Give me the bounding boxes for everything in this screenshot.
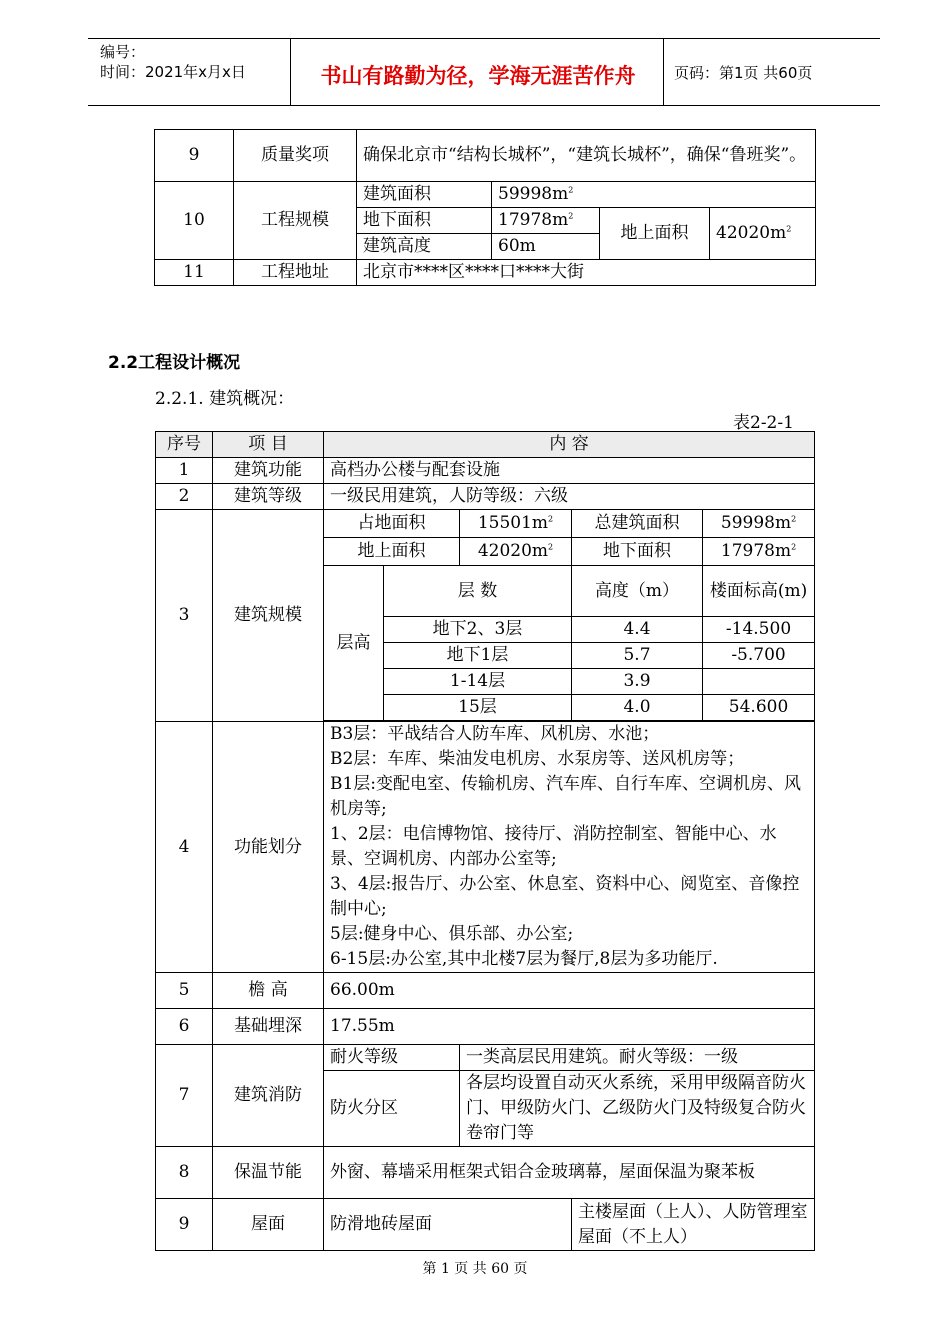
table-row <box>156 484 815 510</box>
row-number: 6 <box>156 1009 213 1045</box>
function-line: 3、4层:报告厅、办公室、休息室、资料中心、阅览室、音像控制中心; <box>330 874 800 919</box>
header-number: 序号 <box>156 432 213 458</box>
cell-value: 地下2、3层 <box>384 617 572 643</box>
row-item: 檐 高 <box>213 973 324 1009</box>
row-number: 1 <box>156 458 213 484</box>
header-page-number: 页码：第1页 共60页 <box>674 64 813 82</box>
function-line: B2层：车库、柴油发电机房、水泵房等、送风机房等； <box>330 749 745 769</box>
cell-value: 4.4 <box>572 617 703 643</box>
cell-value: 54.600 <box>703 695 815 721</box>
cell-label: 耐火等级 <box>324 1045 460 1071</box>
function-line: 1、2层：电信博物馆、接待厅、消防控制室、智能中心、水景、空调机房、内部办公室等; <box>330 824 777 869</box>
cell-label: 建筑面积 <box>357 182 492 208</box>
row-content: 一级民用建筑，人防等级：六级 <box>324 484 815 510</box>
table-row <box>156 458 815 484</box>
cell-label: 地上面积 <box>600 208 710 260</box>
function-line: 5层:健身中心、俱乐部、办公室; <box>330 924 574 944</box>
row-number: 9 <box>156 1199 213 1251</box>
building-overview-table <box>155 431 815 1251</box>
row-item: 建筑等级 <box>213 484 324 510</box>
row-item: 保温节能 <box>213 1147 324 1199</box>
cell-value: $17978m^2$ <box>492 208 600 234</box>
table-row <box>155 182 816 208</box>
cell-value: 一类高层民用建筑。耐火等级：一级 <box>460 1045 815 1071</box>
row-item: 屋面 <box>213 1199 324 1251</box>
cell-value: $15501m^2$ <box>460 510 572 538</box>
cell-value: 15层 <box>384 695 572 721</box>
table-label: 表2-2-1 <box>733 413 794 433</box>
cell-label: 占地面积 <box>324 510 460 538</box>
header-motto: 书山有路勤为径，学海无涯苦作舟 <box>320 64 636 88</box>
table-row <box>156 510 815 538</box>
row-number: 10 <box>155 182 234 260</box>
header-item: 项 目 <box>213 432 324 458</box>
row-number: 7 <box>156 1045 213 1147</box>
row-content: 高档办公楼与配套设施 <box>324 458 815 484</box>
row-number: 11 <box>155 260 234 286</box>
cell-value: 5.7 <box>572 643 703 669</box>
row-content <box>324 722 815 973</box>
cell-value: $17978m^2$ <box>703 538 815 566</box>
header-meta <box>100 42 246 82</box>
cell-label: 地上面积 <box>324 538 460 566</box>
row-content: 外窗、幕墙采用框架式铝合金玻璃幕，屋面保温为聚苯板 <box>324 1147 815 1199</box>
row-number: 5 <box>156 973 213 1009</box>
table-row <box>156 973 815 1009</box>
cell-label: 地下面积 <box>572 538 703 566</box>
page-footer: 第 1 页 共 60 页 <box>422 1261 528 1277</box>
row-content: 66.00m <box>324 973 815 1009</box>
cell-value: 1-14层 <box>384 669 572 695</box>
row-item: 功能划分 <box>213 722 324 973</box>
header-time: 时间：2021年x月x日 <box>100 63 246 81</box>
header-number: 编号： <box>100 43 146 61</box>
cell-value: 地下1层 <box>384 643 572 669</box>
row-number: 9 <box>155 130 234 182</box>
row-item: 基础埋深 <box>213 1009 324 1045</box>
row-content: 确保北京市“结构长城杯”，“建筑长城杯”，确保“鲁班奖”。 <box>357 130 816 182</box>
cell-label: 总建筑面积 <box>572 510 703 538</box>
table-row <box>156 1009 815 1045</box>
cell-value: -14.500 <box>703 617 815 643</box>
table-row <box>156 722 815 973</box>
cell-value: $59998m^2$ <box>492 182 816 208</box>
cell-label: 防火分区 <box>324 1071 460 1147</box>
function-line: B3层：平战结合人防车库、风机房、水池； <box>330 724 660 744</box>
column-header: 高度（m） <box>572 566 703 617</box>
cell-value <box>703 669 815 695</box>
function-line: 6-15层:办公室,其中北楼7层为餐厅,8层为多功能厅. <box>330 949 718 969</box>
cell-label: 建筑高度 <box>357 234 492 260</box>
row-number: 3 <box>156 510 213 722</box>
row-content: 北京市****区****口****大街 <box>357 260 816 286</box>
section-title: 2.2工程设计概况 <box>108 353 241 373</box>
cell-value: 3.9 <box>572 669 703 695</box>
row-number: 4 <box>156 722 213 973</box>
cell-value: 4.0 <box>572 695 703 721</box>
row-number: 2 <box>156 484 213 510</box>
cell-value: $42020m^2$ <box>460 538 572 566</box>
project-overview-table <box>154 129 816 286</box>
row-item: 建筑功能 <box>213 458 324 484</box>
cell-label: 地下面积 <box>357 208 492 234</box>
row-item: 质量奖项 <box>234 130 357 182</box>
table-row <box>155 130 816 182</box>
row-item: 建筑规模 <box>213 510 324 722</box>
row-item: 工程规模 <box>234 182 357 260</box>
row-number: 8 <box>156 1147 213 1199</box>
cell-label: 层高 <box>324 566 384 721</box>
function-line: B1层:变配电室、传输机房、汽车库、自行车库、空调机房、风机房等; <box>330 774 802 819</box>
column-header: 层 数 <box>384 566 572 617</box>
cell-value: 主楼屋面（上人）、人防管理室屋面（不上人） <box>572 1199 815 1251</box>
table-row <box>156 1147 815 1199</box>
row-content: 17.55m <box>324 1009 815 1045</box>
table-row <box>155 260 816 286</box>
table-row <box>156 1199 815 1251</box>
subsection-title: 2.2.1. 建筑概况： <box>155 389 295 409</box>
table-header-row <box>156 432 815 458</box>
table-row <box>156 1045 815 1071</box>
cell-value: $59998m^2$ <box>703 510 815 538</box>
column-header: 楼面标高(m) <box>703 566 815 617</box>
page-header <box>88 38 880 106</box>
cell-value: 各层均设置自动灭火系统，采用甲级隔音防火门、甲级防火门、乙级防火门及特级复合防火卷帘门等 <box>460 1071 815 1147</box>
cell-value: $42020m^2$ <box>710 208 816 260</box>
cell-value: -5.700 <box>703 643 815 669</box>
row-item: 工程地址 <box>234 260 357 286</box>
cell-value: 60m <box>492 234 600 260</box>
row-item: 建筑消防 <box>213 1045 324 1147</box>
header-content: 内 容 <box>324 432 815 458</box>
cell-value: 防滑地砖屋面 <box>324 1199 572 1251</box>
